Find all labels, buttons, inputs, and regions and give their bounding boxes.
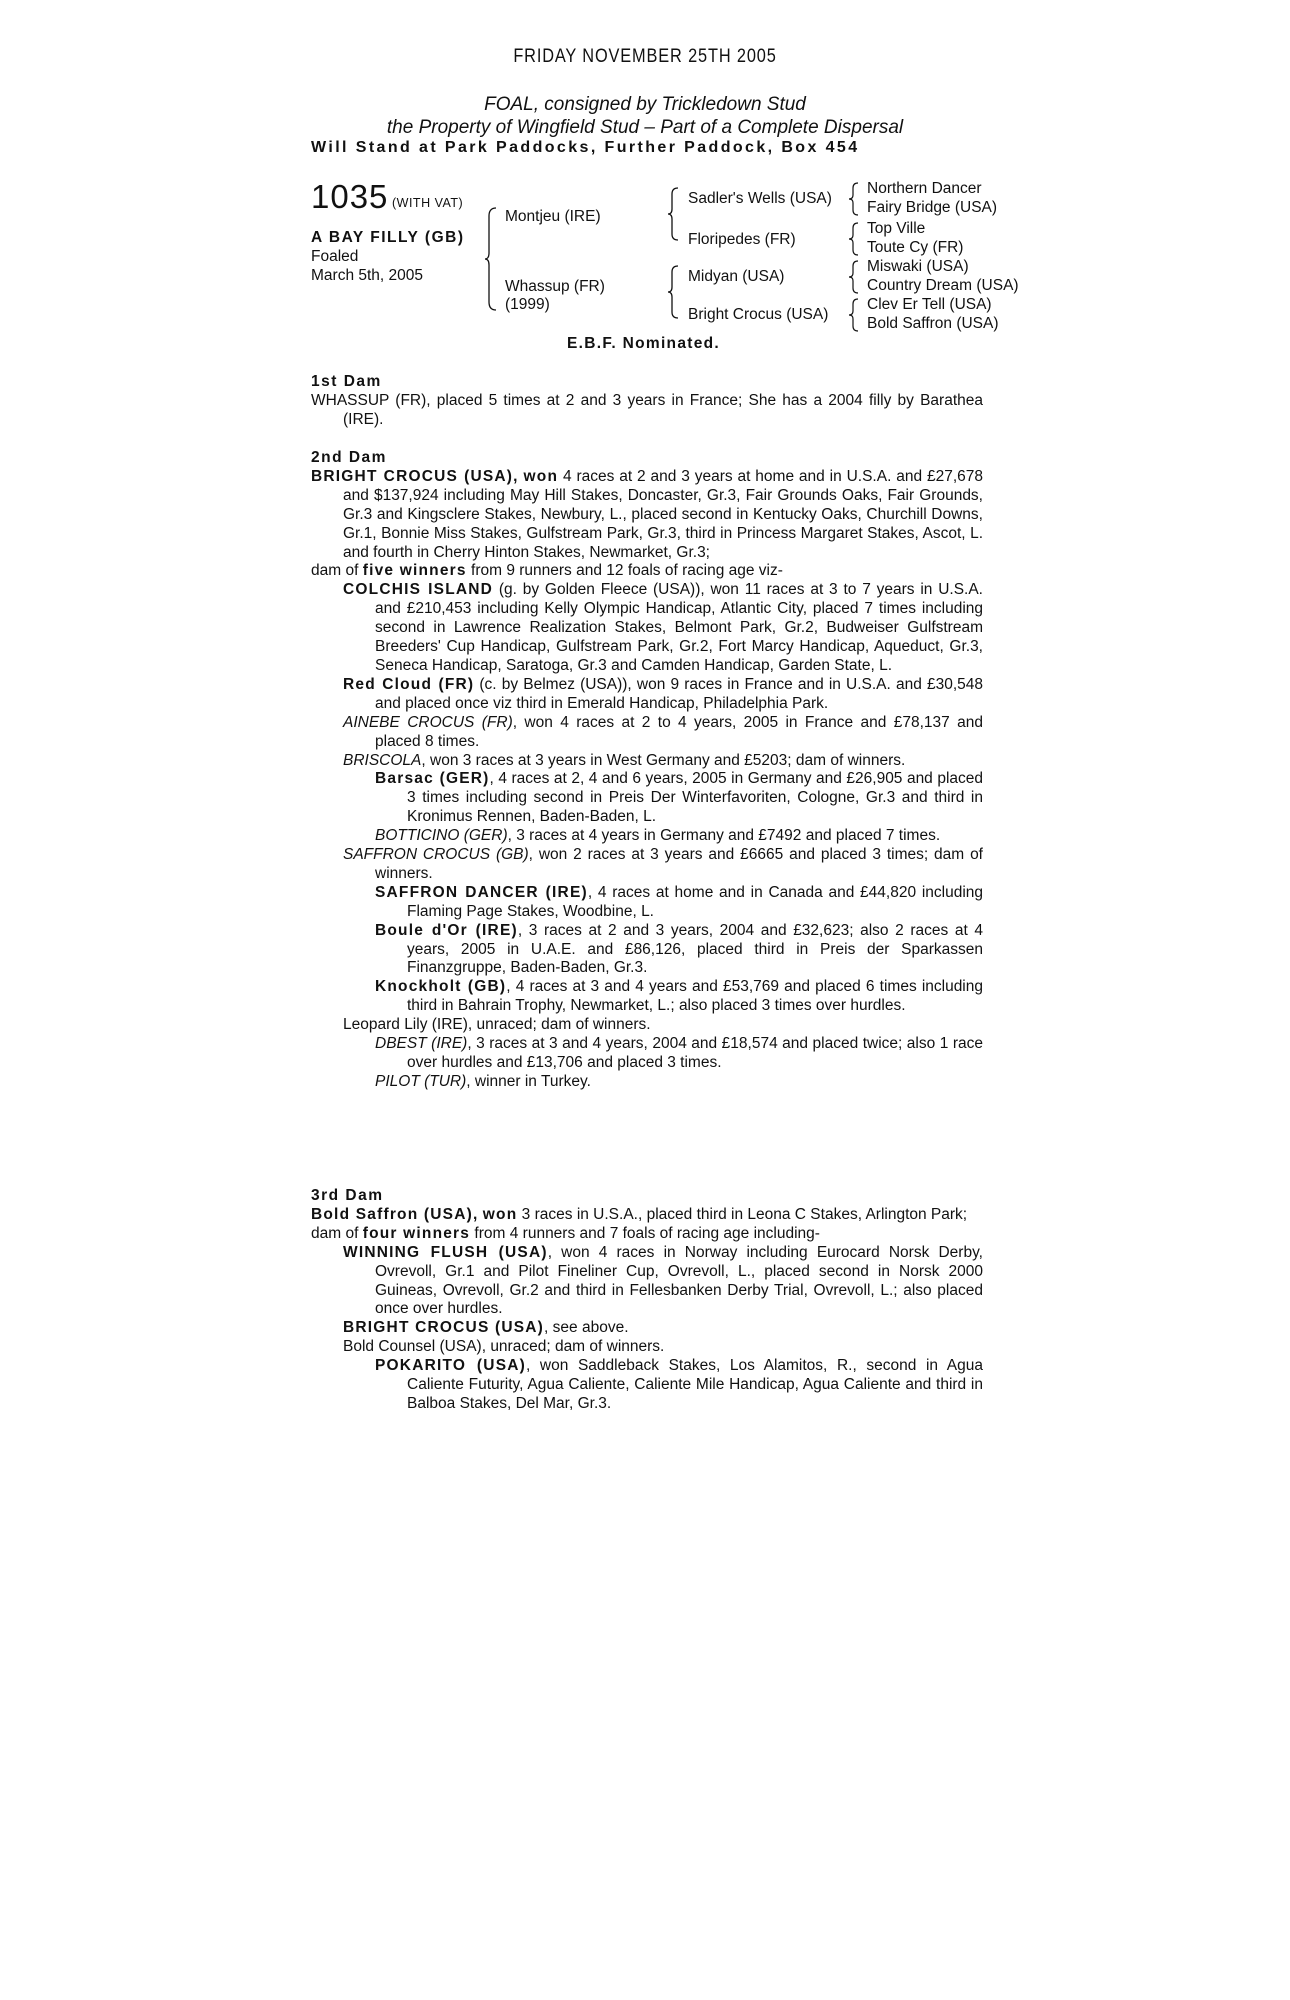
foal-entry xyxy=(343,846,983,884)
foal-name: WINNING FLUSH (USA) xyxy=(343,1243,548,1261)
pedigree-g3: Top Ville xyxy=(867,220,926,237)
second-dam-dam-of: dam of xyxy=(311,562,363,580)
foal-record: , unraced; dam of winners. xyxy=(481,1338,665,1356)
foal-record: , won 3 races at 3 years in West Germany and £5203; dam of winners. xyxy=(421,751,906,769)
third-dam-runner-count: from 4 runners and 7 foals of racing age including- xyxy=(470,1224,820,1242)
second-dam-heading: 2nd Dam xyxy=(311,449,387,466)
foal-entry xyxy=(343,1244,983,1320)
pedigree-sire-sire: Sadler's Wells (USA) xyxy=(688,190,832,207)
foal-entry xyxy=(343,1016,983,1035)
third-dam-produce-summary xyxy=(311,1225,983,1244)
foal-record: , 3 races at 3 and 4 years, 2004 and £18,574 and placed twice; also 1 race over hurdles and £13,706 and placed 3 times. xyxy=(407,1035,983,1071)
foal-record: , won Saddleback Stakes, Los Alamitos, R., second in Agua Caliente Futurity, Agua Caliente, Caliente Mile Handicap, Agua Caliente and third in Balboa Stakes, Del Mar, Gr.3. xyxy=(407,1357,983,1412)
sale-date: FRIDAY NOVEMBER 25TH 2005 xyxy=(513,46,777,67)
second-dam-winner-count: five winners xyxy=(362,562,467,580)
third-dam-won: won xyxy=(482,1205,518,1223)
second-dam-runner-count: from 9 runners and 12 foals of racing age viz- xyxy=(466,562,783,580)
foal-entry xyxy=(343,1338,983,1357)
property-line: the Property of Wingfield Stud – Part of a Complete Dispersal xyxy=(386,117,904,138)
foal-record: , won 4 races at 2 to 4 years, 2005 in France and £78,137 and placed 8 times. xyxy=(375,713,983,750)
foal-name: DBEST (IRE) xyxy=(375,1035,468,1053)
pedigree-brace-dam xyxy=(667,264,680,320)
third-dam-record-text: 3 races in U.S.A., placed third in Leona C Stakes, Arlington Park; xyxy=(517,1205,968,1223)
third-dam-dam-of: dam of xyxy=(311,1224,363,1242)
grand-foal-entry xyxy=(375,922,983,979)
foaled-label: Foaled xyxy=(311,248,359,265)
third-dam-heading: 3rd Dam xyxy=(311,1187,384,1204)
first-dam-section xyxy=(311,373,983,430)
pedigree-dam-dam: Bright Crocus (USA) xyxy=(688,306,829,323)
grand-foal-entry xyxy=(375,1073,983,1092)
foal-name: SAFFRON DANCER (IRE) xyxy=(375,883,588,901)
third-dam-winner-count: four winners xyxy=(362,1224,471,1242)
grand-foal-entry xyxy=(375,1357,983,1414)
pedigree-brace-g2 xyxy=(848,221,860,257)
pedigree-dam-sire: Midyan (USA) xyxy=(688,268,785,285)
pedigree-g1: Northern Dancer xyxy=(867,180,982,197)
second-dam-record xyxy=(311,468,983,563)
first-dam-heading: 1st Dam xyxy=(311,373,382,390)
foal-name: SAFFRON CROCUS (GB) xyxy=(343,846,529,864)
pedigree-sire: Montjeu (IRE) xyxy=(505,208,601,225)
foal-record: , 3 races at 4 years in Germany and £7492 and placed 7 times. xyxy=(507,827,941,845)
foal-record: , won 2 races at 3 years and £6665 and placed 3 times; dam of winners. xyxy=(375,846,983,882)
grand-foal-entry xyxy=(375,1035,983,1073)
pedigree-brace-sire xyxy=(667,186,680,242)
pedigree-sire-dam: Floripedes (FR) xyxy=(688,231,796,248)
second-dam-name: BRIGHT CROCUS (USA), xyxy=(311,467,519,485)
pedigree-brace-main xyxy=(484,206,498,312)
first-dam-text: WHASSUP (FR), placed 5 times at 2 and 3 years in France; She has a 2004 filly by Barathea (IRE). xyxy=(311,391,983,428)
foal-record: , winner in Turkey. xyxy=(466,1072,591,1090)
foal-name: AINEBE CROCUS (FR) xyxy=(343,713,513,731)
foal-entry xyxy=(343,581,983,676)
foaled-date: March 5th, 2005 xyxy=(311,267,424,284)
foal-name: BRIGHT CROCUS (USA) xyxy=(343,1319,545,1337)
foal-record: , 4 races at 2, 4 and 6 years, 2005 in Germany and £26,905 and placed 3 times including second in Preis Der Winterfavoriten, Cologne, Gr.3 and third in Kronimus Rennen, Baden-Baden, L. xyxy=(407,770,983,826)
foal-record: (g. by Golden Fleece (USA)), won 11 races at 3 to 7 years in U.S.A. and £210,453 including Kelly Olympic Handicap, Atlantic City, placed 7 times including second in Lawrence Realization Stakes, Belmont Park, Gr.2, Budweiser Gulfstream Breeders' Cup Handicap, Gulfstream Park, Gr.2, Fort Marcy Handicap, Aqueduct, Gr.3, Seneca Handicap, Saratoga, Gr.3 and Camden Handicap, Garden State, L. xyxy=(375,581,983,674)
pedigree-dam: Whassup (FR) xyxy=(505,278,605,295)
pedigree-brace-g3 xyxy=(848,259,860,295)
consignor-line: FOAL, consigned by Trickledown Stud xyxy=(484,94,806,115)
pedigree-g6: Country Dream (USA) xyxy=(867,277,1019,294)
foal-name: Barsac (GER) xyxy=(375,770,490,788)
foal-record: , see above. xyxy=(544,1319,629,1337)
second-dam-produce-summary xyxy=(311,562,983,581)
ebf-nominated: E.B.F. Nominated. xyxy=(567,335,721,352)
foal-name: Red Cloud (FR) xyxy=(343,675,475,693)
second-dam-record-text: 4 races at 2 and 3 years at home and in U.S.A. and £27,678 and $137,924 including May Hill Stakes, Doncaster, Gr.3, Fair Grounds Oaks, Fair Grounds, Gr.3 and Kingsclere Stakes, Newbury, L., placed second in Kentucky Oaks, Churchill Downs, Gr.1, Bonnie Miss Stakes, Gulfstream Park, Gr.3, third in Princess Margaret Stakes, Ascot, L. and fourth in Cherry Hinton Stakes, Newmarket, Gr.3; xyxy=(343,467,983,561)
grand-foal-entry xyxy=(375,827,983,846)
foal-entry xyxy=(343,752,983,771)
grand-foal-entry xyxy=(375,770,983,827)
pedigree-brace-g4 xyxy=(848,297,860,333)
foal-entry xyxy=(343,1319,983,1338)
foal-record: , 3 races at 2 and 3 years, 2004 and £32,623; also 2 races at 4 years, 2005 in U.A.E. and £86,126, placed third in Preis der Sparkassen Finanzgruppe, Baden-Baden, Gr.3. xyxy=(407,921,983,977)
third-dam-name: Bold Saffron (USA), xyxy=(311,1205,479,1223)
foal-record: , 4 races at home and in Canada and £44,820 including Flaming Page Stakes, Woodbine, L. xyxy=(407,883,984,920)
grand-foal-entry xyxy=(375,884,983,922)
second-dam-won: won xyxy=(523,467,559,485)
foal-name: PILOT (TUR) xyxy=(375,1072,467,1090)
stand-location: Will Stand at Park Paddocks, Further Paddock, Box 454 xyxy=(311,139,860,156)
foal-entry xyxy=(343,714,983,752)
foal-name: BOTTICINO (GER) xyxy=(375,827,508,845)
foal-name: POKARITO (USA) xyxy=(375,1357,526,1375)
foal-entry xyxy=(343,676,983,714)
third-dam-record xyxy=(311,1206,983,1225)
foal-record: (c. by Belmez (USA)), won 9 races in France and in U.S.A. and £30,548 and placed once viz third in Emerald Handicap, Philadelphia Park. xyxy=(375,675,983,712)
vat-note: (WITH VAT) xyxy=(392,196,464,210)
foal-name: BRISCOLA xyxy=(343,751,422,769)
foal-record: , 4 races at 3 and 4 years and £53,769 and placed 6 times including third in Bahrain Trophy, Newmarket, L.; also placed 3 times over hurdles. xyxy=(407,978,983,1015)
foal-name: Leopard Lily (IRE) xyxy=(343,1016,468,1034)
foal-name: Bold Counsel (USA) xyxy=(343,1338,482,1356)
lot-description: A BAY FILLY (GB) xyxy=(311,229,465,246)
pedigree-g8: Bold Saffron (USA) xyxy=(867,315,999,332)
pedigree-g5: Miswaki (USA) xyxy=(867,258,969,275)
foal-record: , won 4 races in Norway including Eurocard Norsk Derby, Ovrevoll, Gr.1 and Pilot Fineliner Cup, Ovrevoll, L., placed second in Norsk 2000 Guineas, Ovrevoll, Gr.2 and third in Fellesbanken Derby Trial, Ovrevoll, L.; also placed once over hurdles. xyxy=(375,1243,983,1318)
lot-number: 1035 xyxy=(311,178,389,215)
foal-record: , unraced; dam of winners. xyxy=(467,1016,651,1034)
pedigree-brace-g1 xyxy=(848,181,860,217)
grand-foal-entry xyxy=(375,978,983,1016)
pedigree-dam-year: (1999) xyxy=(505,296,550,313)
third-dam-section xyxy=(311,1187,983,1414)
foal-name: COLCHIS ISLAND xyxy=(343,581,494,599)
foal-name: Boule d'Or (IRE) xyxy=(375,921,518,939)
pedigree-g4: Toute Cy (FR) xyxy=(867,239,964,256)
pedigree-g7: Clev Er Tell (USA) xyxy=(867,296,992,313)
pedigree-g2: Fairy Bridge (USA) xyxy=(867,199,998,216)
foal-name: Knockholt (GB) xyxy=(375,978,507,996)
second-dam-section xyxy=(311,449,983,1092)
